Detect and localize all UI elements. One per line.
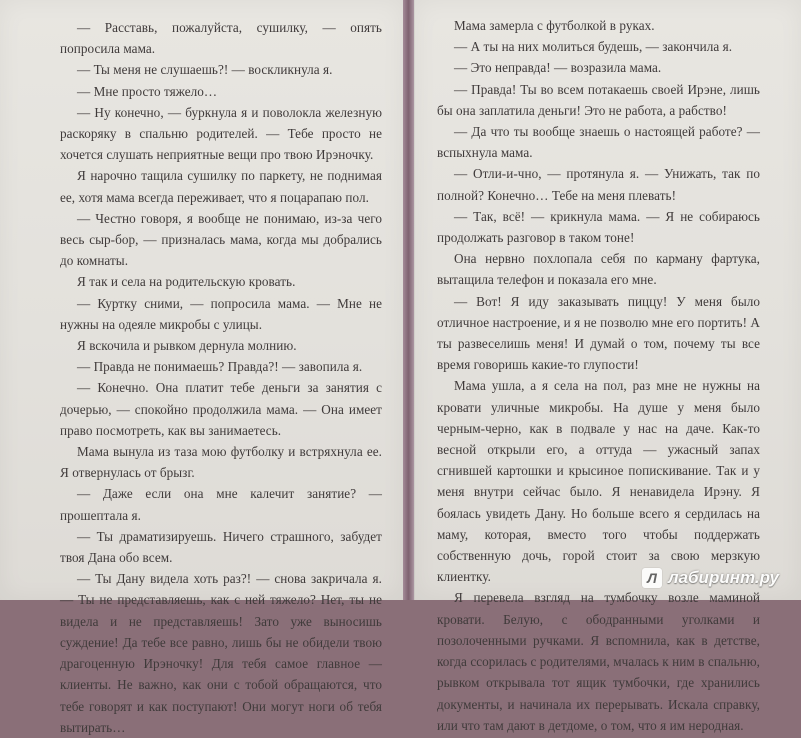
right-paragraph-3: — Это неправда! — возразила мама. [454,60,662,76]
right-paragraph-4: — Правда! Ты во всем потакаешь своей Ирэне, лишь бы она заплатила деньги! Это не работа, а рабство! [437,81,760,118]
left-paragraph-11: — Конечно. Она платит тебе деньги за занятия с дочерью, — спокойно продолжила мама. — Она имеет право посмотреть, как вы занимаетесь. [60,380,382,438]
right-paragraph-9: — Вот! Я иду заказывать пиццу! У меня было отличное настроение, и я не позволю мне его портить! А ты развеселишь меня! И думай о том, почему ты все время говоришь какие-то глупости! [437,293,760,373]
left-paragraph-1: — Расставь, пожалуйста, сушилку, — опять попросила мама. [60,20,382,57]
right-paragraph-8: Она нервно похлопала себя по карману фартука, вытащила телефон и показала его мне. [437,251,760,288]
right-paragraph-10: Мама ушла, а я села на пол, раз мне не нужны на кровати уличные микробы. На душе у меня было черным-черно, как в подвале у нас на даче. Как-то весной открыли его, а оттуда — ужасный запах сгнившей картошки и крысиное попискивание. Так и у меня внутри сейчас было. Я ненавидела Ирэну. Я боялась увидеть Дану. Но больше всего я сердилась на маму, которая, вместо того чтобы поддержать собственную дочь, горой стоит за свою мерзкую клиентку. [437,378,760,585]
left-paragraph-2: — Ты меня не слушаешь?! — воскликнула я. [77,62,333,78]
left-paragraph-10: — Правда не понимаешь? Правда?! — завопила я. [77,359,363,375]
left-paragraph-6: — Честно говоря, я вообще не понимаю, из-за чего весь сыр-бор, — призналась мама, когда мы добрались до комнаты. [60,210,382,269]
right-page-text [437,15,760,736]
left-paragraph-3: — Мне просто тяжело… [77,83,218,99]
left-paragraph-12: Мама вынула из таза мою футболку и встряхнула ее. Я отвернулась от брызг. [60,444,382,481]
left-paragraph-4: — Ну конечно, — буркнула я и поволокла железную раскоряку в спальню родителей. — Тебе просто не хочется слушать неприятные вещи про твою Ирэночку. [60,104,382,163]
left-paragraph-5: Я нарочно тащила сушилку по паркету, не поднимая ее, хотя мама всегда переживает, что я поцарапаю пол. [60,168,382,205]
book-gutter [403,0,414,600]
labirint-watermark [642,566,794,590]
right-paragraph-7: — Так, всё! — крикнула мама. — Я не собираюсь продолжать разговор в таком тоне! [437,208,760,246]
left-paragraph-8: — Куртку сними, — попросила мама. — Мне не нужны на одеяле микробы с улицы. [60,295,382,332]
left-paragraph-13: — Даже если она мне калечит занятие? — прошептала я. [60,486,382,523]
right-paragraph-6: — Отли-и-чно, — протянула я. — Унижать, так по полной? Конечно… Тебе на меня плевать! [437,166,760,203]
right-paragraph-2: — А ты на них молиться будешь, — закончила я. [454,39,733,55]
left-paragraph-15: — Ты Дану видела хоть раз?! — снова закричала я. — Ты не представляешь, как с ней тяжело? Нет, ты не видела и не представляешь! Зато уже выносишь суждение! Да тебе все равно, лишь бы не обидели твою драгоценную Ирэночку! Для тебя самое главное — клиенты. Не важно, как они с тобой обращаются, что тебе говорят и как поступают! Они могут ноги об тебя вытирать… [60,571,382,735]
labirint-logo-icon: Л [642,568,662,588]
right-paragraph-11: Я перевела взгляд на тумбочку возле маминой кровати. Белую, с ободранными уголками и позолоченными ручками. Я вспомнила, как в детстве, когда ссорилась с родителями, мчалась к ним в спальню, рывком открывала тот ящик тумбочки, где хранились документы, и начинала их перерывать. Искала справку, или что там дают в детдоме, о том, что я им неродная. [437,590,760,733]
left-page-text [60,17,382,738]
left-paragraph-14: — Ты драматизируешь. Ничего страшного, забудет твоя Дана обо всем. [60,528,382,566]
watermark-text: лабиринт.ру [668,568,779,587]
left-paragraph-9: Я вскочила и рывком дернула молнию. [77,338,297,354]
right-paragraph-1: Мама замерла с футболкой в руках. [454,18,655,33]
right-paragraph-5: — Да что ты вообще знаешь о настоящей работе? — вспыхнула мама. [437,124,760,161]
left-paragraph-7: Я так и села на родительскую кровать. [77,274,296,290]
